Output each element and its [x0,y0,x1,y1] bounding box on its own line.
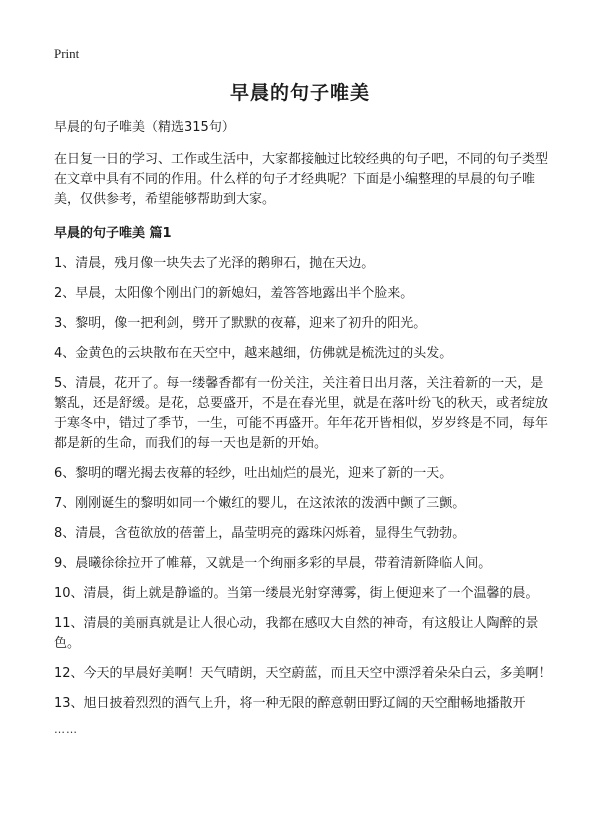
list-item: 7、刚刚诞生的黎明如同一个嫩红的婴儿，在这浓浓的泼洒中颤了三颤。 [54,496,466,511]
list-item: 10、清晨，街上就是静谧的。当第一缕晨光射穿薄雾，街上便迎来了一个温馨的晨。 [54,586,539,601]
list-item: 1、清晨，残月像一块失去了光泽的鹅卵石，抛在天边。 [54,256,375,271]
list-item: 12、今天的早晨好美啊！天气晴朗，天空蔚蓝，而且天空中漂浮着朵朵白云，多美啊！ [54,666,552,681]
section-heading: 早晨的句子唯美 篇1 [54,226,172,241]
article-body [54,118,552,740]
list-item: 5、清晨，花开了。每一缕馨香都有一份关注，关注着日出月落，关注着新的一天，是繁乱，还是舒缓。是花，总要盛开，不是在春光里，就是在落叶纷飞的秋天，或者绽放于寒冬中，错过了季节，一生，可能不再盛开。年年花开皆相似，岁岁终是不同，每年都是新的生命，而我们的每一天也是新的开始。 [54,376,549,451]
continuation-ellipsis: …… [54,723,78,736]
list-item: 11、清晨的美丽真就是让人很心动，我都在感叹大自然的神奇，有这般让人陶醉的景色。 [54,616,539,651]
page-title: 早晨的句子唯美 [229,82,370,104]
intro-paragraph: 在日复一日的学习、工作或生活中，大家都接触过比较经典的句子吧，不同的句子类型在文章中具有不同的作用。什么样的句子才经典呢？下面是小编整理的早晨的句子唯美，仅供参考，希望能够帮助到大家。 [54,152,549,207]
list-item: 13、旭日披着烈烈的酒气上升，将一种无限的醉意朝田野辽阔的天空酣畅地播散开 [54,696,526,711]
list-item: 8、清晨，含苞欲放的蓓蕾上，晶莹明亮的露珠闪烁着，显得生气勃勃。 [54,526,466,541]
print-link[interactable]: Print [54,46,80,61]
list-item: 2、早晨，太阳像个刚出门的新媳妇，羞答答地露出半个脸来。 [54,286,414,301]
sentence-list [54,254,552,740]
list-item: 6、黎明的曙光揭去夜幕的轻纱，吐出灿烂的晨光，迎来了新的一天。 [54,466,453,481]
list-item: 9、晨曦徐徐拉开了帷幕，又就是一个绚丽多彩的早晨，带着清新降临人间。 [54,556,492,571]
list-item: 4、金黄色的云块散布在天空中，越来越细，仿佛就是梳洗过的头发。 [54,346,453,361]
list-item: 3、黎明，像一把利剑，劈开了默默的夜幕，迎来了初升的阳光。 [54,316,427,331]
article-subtitle: 早晨的句子唯美（精选315句） [54,120,235,135]
